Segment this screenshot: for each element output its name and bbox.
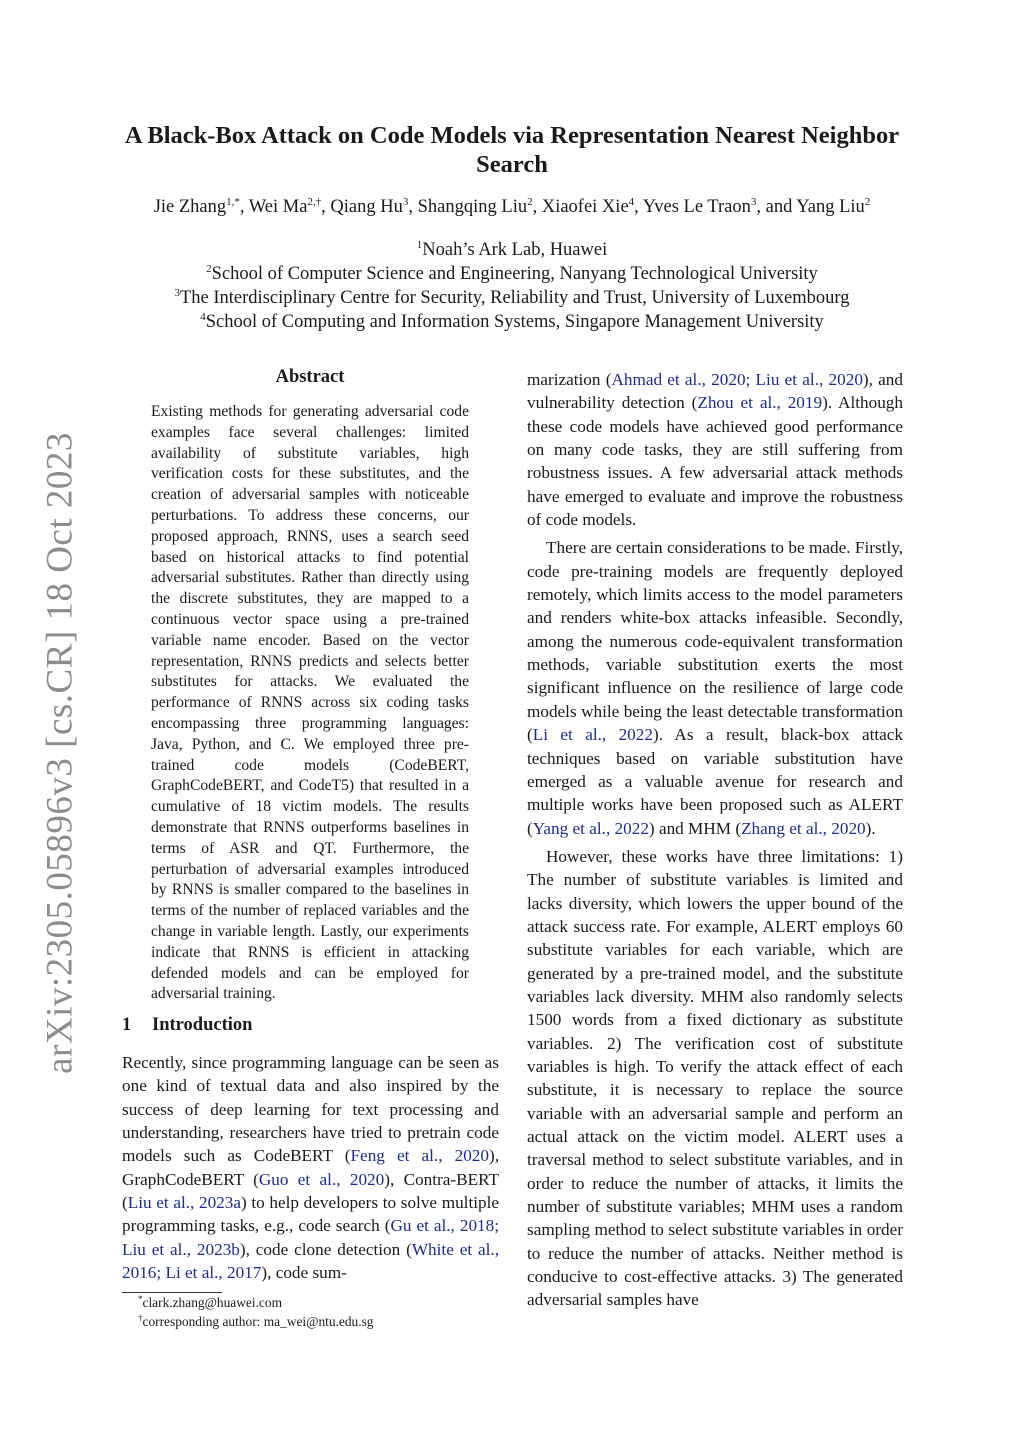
text-run: However, these works have three limitations: 1) The number of substitute variables is limited and lacks diversity, which lowers the upper bound of the attack success rate. For example, ALERT employs 60 substitute variables for each variable, which are generated by a pre-trained model, and the substitute variables lack diversity. MHM also randomly selects 1500 words from a fixed dictionary as substitute variables. 2) The verification cost of substitute variables is high. To verify the attack effect of each substitute, it is necessary to replace the source variable with an adversarial sample and perform an actual attack on the victim model. ALERT uses a traversal method to select substitute variables, and in order to reduce the number of attacks, it limits the number of substitute variables; MHM uses a random sampling method to select substitute variables in order to reduce the number of attacks. Neither method is conducive to cost-effective attacks. 3) The generated adversarial samples have bbox=[527, 846, 903, 1310]
text-run: ), code sum- bbox=[261, 1263, 347, 1283]
text-run: ) and MHM ( bbox=[648, 818, 742, 838]
section-heading-introduction bbox=[122, 1015, 252, 1036]
affiliation-text: School of Computing and Information Systems, Singapore Management University bbox=[205, 312, 824, 332]
affiliation-mark: 3 bbox=[174, 287, 180, 299]
footnote bbox=[138, 1312, 374, 1331]
citation-link[interactable]: Zhang et al., 2020 bbox=[741, 818, 866, 838]
footnote-text: corresponding author: ma_wei@ntu.edu.sg bbox=[142, 1314, 374, 1329]
affiliation-list bbox=[80, 238, 944, 334]
footnote-text: clark.zhang@huawei.com bbox=[142, 1295, 282, 1310]
citation-link[interactable]: Zhou et al., 2019 bbox=[697, 393, 823, 413]
author-name: Wei Ma bbox=[248, 197, 308, 217]
footnote bbox=[138, 1293, 374, 1312]
left-column-body bbox=[122, 1051, 499, 1284]
author-name: Yves Le Traon bbox=[642, 197, 751, 217]
affiliation-mark: 4 bbox=[200, 311, 206, 323]
affiliation-text: The Interdisciplinary Centre for Security, Reliability and Trust, University of Luxembourg bbox=[180, 288, 850, 308]
intro-paragraph-3 bbox=[527, 845, 903, 1312]
section-title: Introduction bbox=[152, 1015, 253, 1035]
title-line-1: A Black-Box Attack on Code Models via Representation Nearest Neighbor bbox=[124, 122, 900, 149]
text-run: marization ( bbox=[527, 370, 612, 389]
citation-link[interactable]: Ahmad et al., 2020; Liu et al., 2020 bbox=[611, 370, 863, 389]
author-mark: 2 bbox=[527, 196, 533, 208]
author-name: Yang Liu bbox=[796, 197, 865, 217]
intro-paragraph-1-continued bbox=[527, 368, 903, 531]
author-name: Qiang Hu bbox=[330, 197, 403, 217]
footnotes bbox=[138, 1293, 374, 1331]
affiliation-line bbox=[80, 238, 944, 262]
arxiv-identifier-text: arXiv:2305.05896v3 [cs.CR] 18 Oct 2023 bbox=[39, 432, 81, 1074]
author-mark: 2 bbox=[864, 196, 871, 208]
author-mark: 1,* bbox=[226, 196, 240, 208]
author-name: Jie Zhang bbox=[153, 197, 227, 217]
text-run: ). Although these code models have achieved good performance on many code tasks, they are still suffering from robustness issues. A few adversarial attack methods have emerged to evaluate and improve the robustness of code models. bbox=[527, 393, 903, 530]
right-column-body bbox=[527, 368, 903, 1317]
footnote-mark: † bbox=[138, 1313, 143, 1323]
author-mark: 3 bbox=[402, 196, 409, 208]
text-run: ). bbox=[865, 818, 876, 838]
affiliation-text: School of Computer Science and Engineering, Nanyang Technological University bbox=[211, 264, 818, 284]
citation-link[interactable]: Feng et al., 2020 bbox=[350, 1146, 489, 1166]
affiliation-line bbox=[80, 286, 944, 310]
author-mark: 2,† bbox=[307, 196, 322, 208]
text-run: ). As a result, black-box attack techniques based on variable substitution have emerged as a valuable avenue for research and multiple works have been proposed such as ALERT ( bbox=[527, 725, 903, 838]
affiliation-text: Noah’s Ark Lab, Huawei bbox=[422, 240, 608, 260]
abstract-text: Existing methods for generating adversarial code examples face several challenges: limited availability of substitute variables, high verification costs for these substitutes, and the creation of adversarial samples with noticeable perturbations. To address these concerns, our proposed approach, RNNS, uses a search seed based on historical attacks to find potential adversarial substitutes. Rather than directly using the discrete substitutes, they are mapped to a continuous vector space using a pre-trained variable name encoder. Based on the vector representation, RNNS predicts and selects better substitutes for attacks. We evaluated the performance of RNNS across six coding tasks encompassing three programming languages: Java, Python, and C. We employed three pre-trained code models (CodeBERT, GraphCodeBERT, and CodeT5) that resulted in a cumulative of 18 victim models. The results demonstrate that RNNS outperforms baselines in terms of ASR and QT. Furthermore, the perturbation of adversarial examples introduced by RNNS is smaller compared to the baselines in terms of the number of replaced variables and the change in variable length. Lastly, our experiments indicate that RNNS is efficient in attacking defended models and can be employed for adversarial training. bbox=[151, 403, 469, 1003]
text-run: ), code clone detection ( bbox=[239, 1239, 412, 1259]
citation-link[interactable]: Guo et al., 2020 bbox=[258, 1169, 385, 1189]
text-run: ) to help developers to solve multiple programming tasks, e.g., code search ( bbox=[122, 1193, 499, 1236]
citation-link[interactable]: White et al., 2016; Li et al., 2017 bbox=[122, 1239, 499, 1283]
title-line-2: Search bbox=[476, 151, 548, 178]
author-name: Xiaofei Xie bbox=[541, 197, 629, 217]
author-mark: 3 bbox=[750, 196, 757, 208]
section-number: 1 bbox=[122, 1015, 132, 1035]
text-run: ), and vulnerability detection ( bbox=[527, 370, 903, 413]
text-run: ), Contra-BERT ( bbox=[122, 1169, 499, 1213]
citation-link[interactable]: Liu et al., 2023a bbox=[127, 1193, 241, 1213]
author-list: Jie Zhang$^{1,*}$, Wei $Ma^{2,\dagger}$, Qiang Hu$^3$, Shangqing Liu$^2$, Xiaofei Xie$^4$, Yves Le Traon$^3$, and Yang Liu$^2$ bbox=[153, 196, 871, 217]
citation-link[interactable]: Li et al., 2022 bbox=[532, 725, 653, 745]
affiliation-mark: 1 bbox=[416, 239, 423, 251]
text-run: ), GraphCodeBERT ( bbox=[122, 1146, 500, 1189]
intro-paragraph-2 bbox=[527, 536, 903, 839]
affiliation-line bbox=[80, 262, 944, 286]
text-run: Recently, since programming language can be seen as one kind of textual data and also inspired by the success of deep learning for text processing and understanding, researchers have tried to pretrain code models such as CodeBERT ( bbox=[122, 1053, 499, 1166]
citation-link[interactable]: Yang et al., 2022 bbox=[532, 818, 649, 838]
author-name: Shangqing Liu bbox=[417, 197, 528, 217]
paper-title bbox=[100, 121, 924, 179]
abstract-heading: Abstract bbox=[275, 367, 345, 387]
text-run: There are certain considerations to be made. Firstly, code pre-training models are frequently deployed remotely, which limits access to the model parameters and renders white-box attacks infeasible. Secondly, among the numerous code-equivalent transformation methods, variable substitution exerts the most significant influence on the resilience of large code models while being the least detectable transformation ( bbox=[527, 538, 903, 745]
affiliation-mark: 2 bbox=[206, 263, 212, 275]
affiliation-line bbox=[80, 310, 944, 334]
footnote-mark: * bbox=[138, 1294, 143, 1304]
citation-link[interactable]: Gu et al., 2018; Liu et al., 2023b bbox=[122, 1216, 500, 1259]
author-mark: 4 bbox=[628, 196, 635, 208]
intro-paragraph-1 bbox=[122, 1051, 499, 1284]
